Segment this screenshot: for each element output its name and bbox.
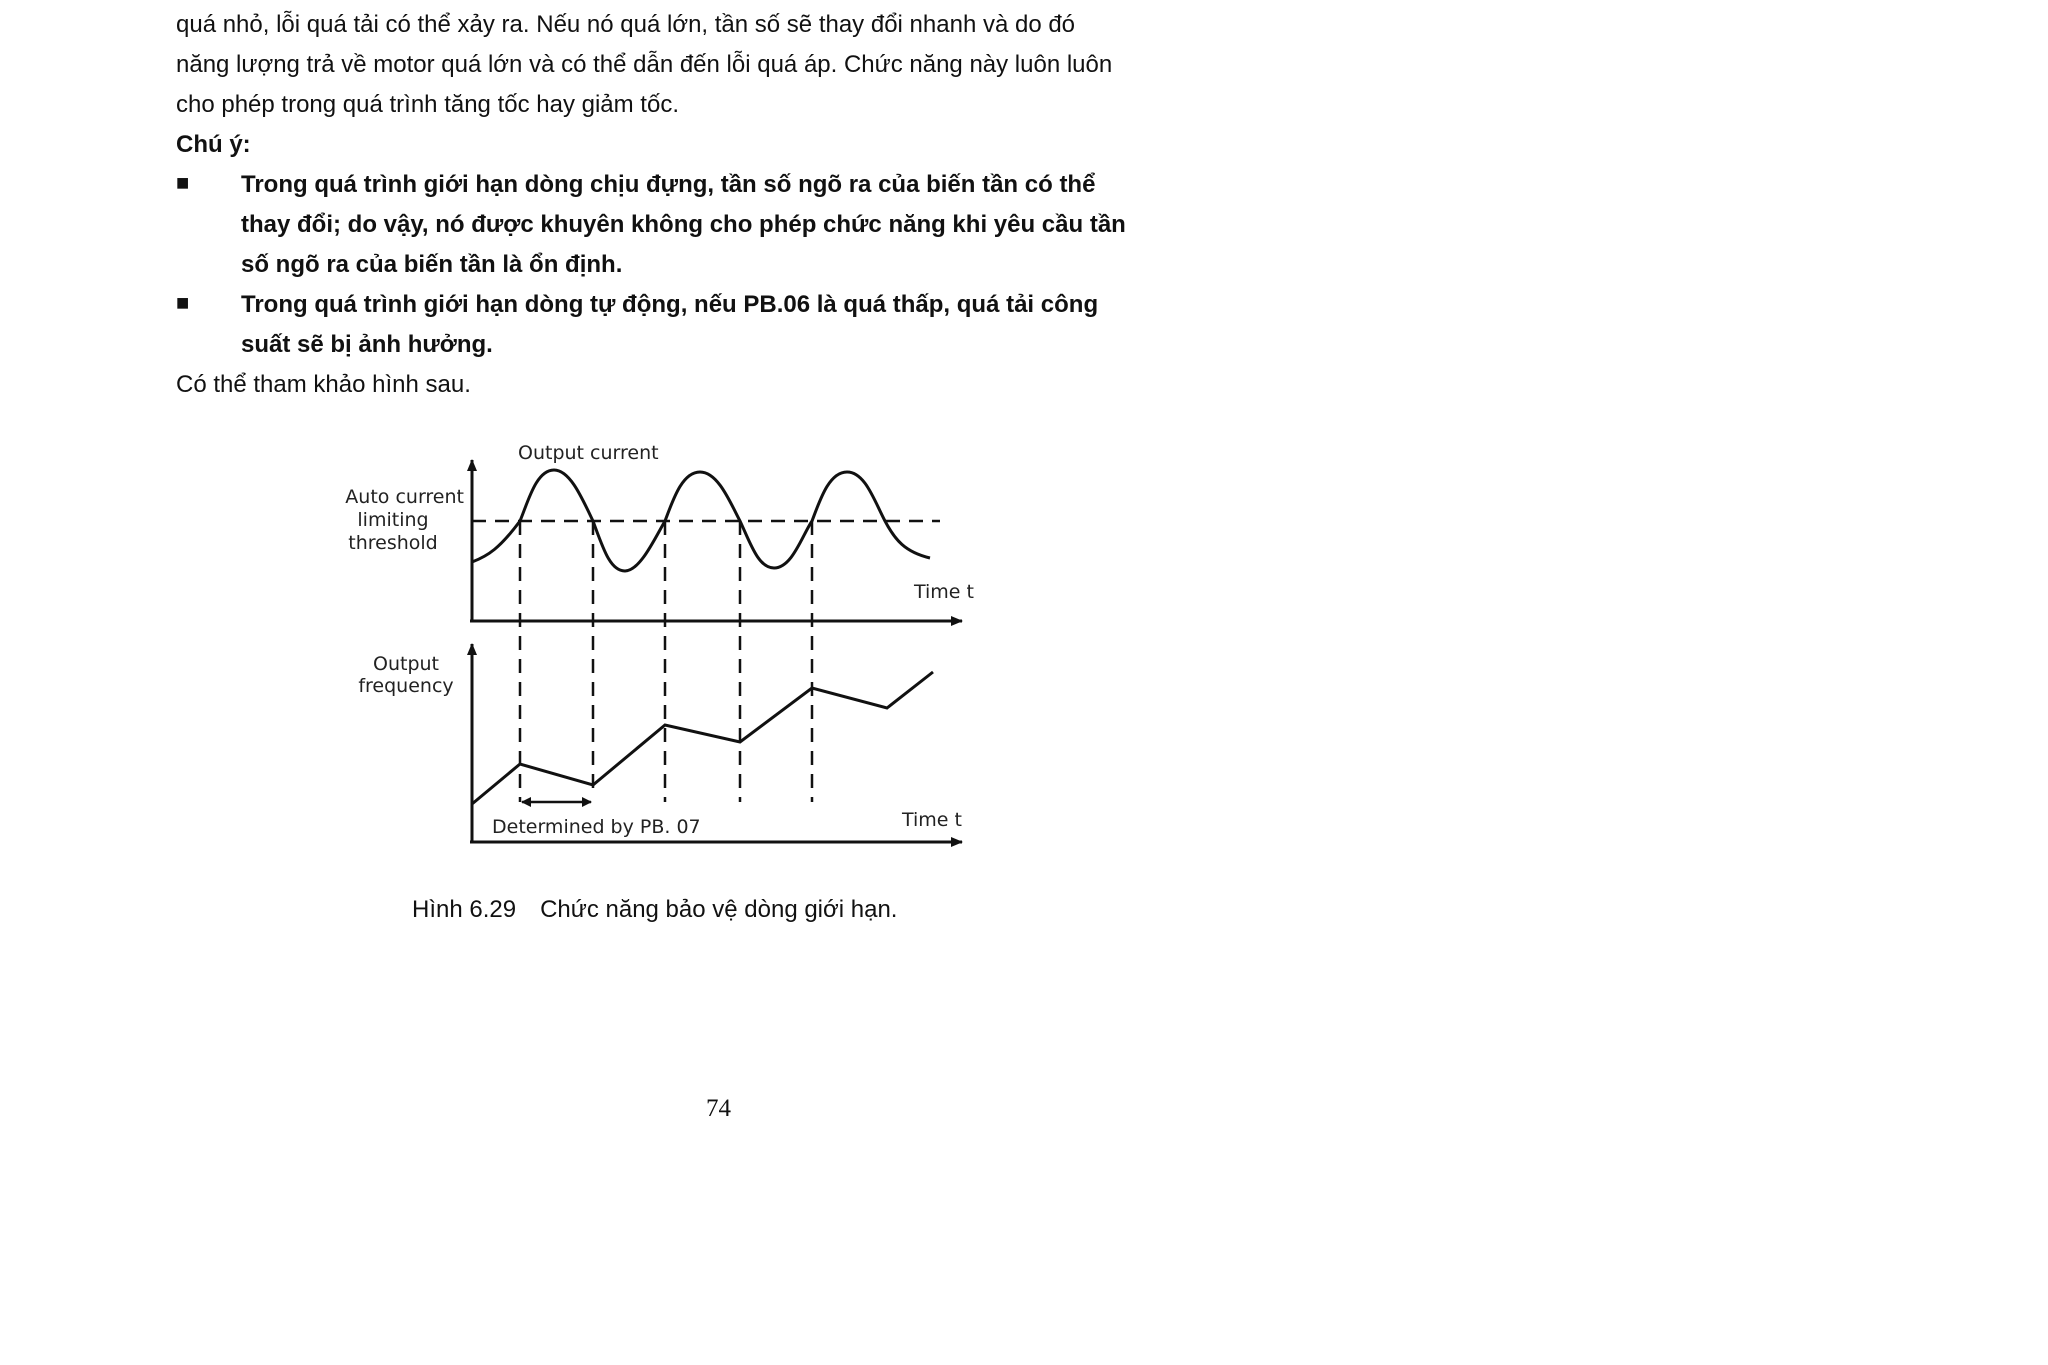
time-label-top: Time t	[914, 581, 974, 603]
note-heading: Chú ý:	[176, 131, 251, 158]
bullet-line: số ngõ ra của biến tần là ổn định.	[241, 251, 623, 278]
caption-text: Chức năng bảo vệ dòng giới hạn.	[540, 896, 898, 923]
page-number: 74	[706, 1095, 731, 1122]
threshold-label: Auto current	[345, 486, 464, 508]
paragraph-line: năng lượng trả về motor quá lớn và có thể dẫn đến lỗi quá áp. Chức năng này luôn luôn	[176, 51, 1113, 78]
output-frequency-line	[472, 672, 933, 804]
reference-text: Có thể tham khảo hình sau.	[176, 371, 471, 398]
figure-caption	[412, 890, 897, 930]
output-frequency-label: Output	[373, 653, 439, 675]
bullet-line: suất sẽ bị ảnh hưởng.	[241, 331, 493, 358]
caption-number: Hình 6.29	[412, 896, 517, 923]
bullet-line: Trong quá trình giới hạn dòng tự động, nếu PB.06 là quá thấp, quá tải công	[241, 291, 1099, 318]
paragraph-line: cho phép trong quá trình tăng tốc hay giảm tốc.	[176, 91, 679, 118]
bullet-line: thay đổi; do vậy, nó được khuyên không cho phép chức năng khi yêu cầu tần	[241, 211, 1126, 238]
current-limit-diagram	[320, 430, 1000, 870]
threshold-label: limiting	[357, 509, 429, 531]
bullet-icon: ■	[176, 170, 190, 195]
output-current-curve	[472, 470, 930, 571]
bullet-icon: ■	[176, 290, 190, 315]
determined-by-label: Determined by PB. 07	[492, 816, 701, 838]
output-frequency-label: frequency	[358, 675, 454, 697]
output-current-label: Output current	[518, 442, 659, 464]
bullet-line: Trong quá trình giới hạn dòng chịu đựng, tần số ngõ ra của biến tần có thể	[241, 171, 1096, 198]
paragraph-line: quá nhỏ, lỗi quá tải có thể xảy ra. Nếu nó quá lớn, tần số sẽ thay đổi nhanh và do đó	[176, 11, 1076, 38]
time-label-bottom: Time t	[902, 809, 962, 831]
threshold-label: threshold	[348, 532, 438, 554]
